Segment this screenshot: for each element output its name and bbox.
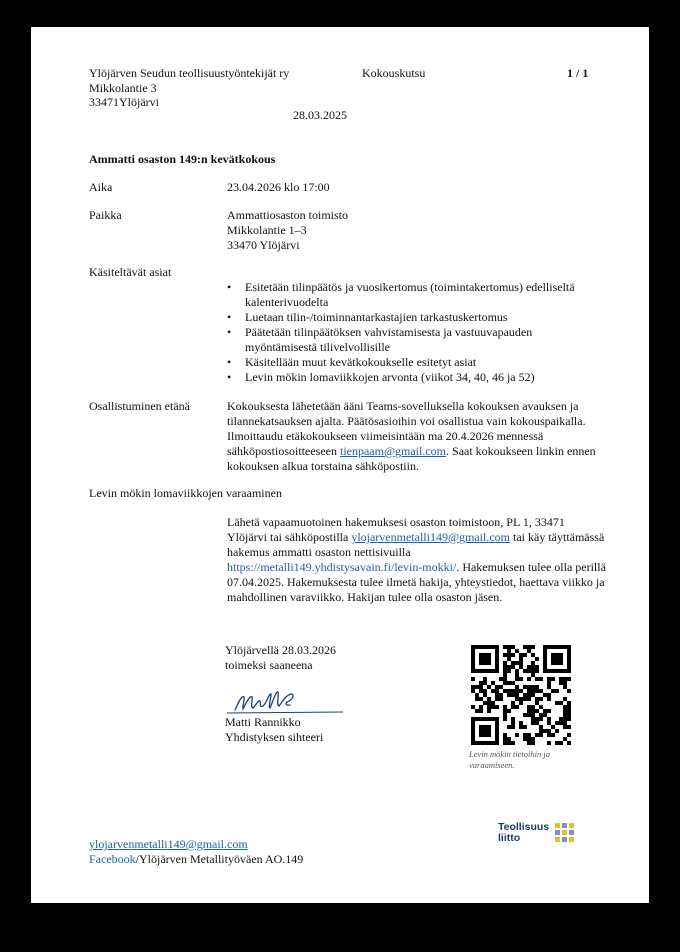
list-item: • Päätetään tilinpäätöksen vahvistamisesta ja vastuuvapauden myöntämisestä tilivelvollisille [227,325,607,355]
list-item: • Levin mökin lomaviikkojen arvonta (viikot 34, 40, 46 ja 52) [227,370,607,385]
header-date: 28.03.2025 [293,108,347,122]
footer-email [89,837,248,852]
facebook-page-name: /Ylöjärven Metallityöväen AO.149 [135,852,304,866]
list-item: • Luetaan tilin-/toiminnantarkastajien tarkastuskertomus [227,310,607,325]
document-page [31,27,649,903]
remote-line: Kokouksesta lähetetään ääni Teams-sovelluksella kokouksen avauksen ja [227,399,579,413]
meeting-title: Ammatti osaston 149:n kevätkokous [89,152,276,166]
list-item: • Käsitellään muut kevätkokoukselle esitetyt asiat [227,355,607,370]
qr-caption-line: varaamiseen. [469,760,515,770]
levi-line: hakemus ammatti osaston nettisivuilla [227,545,411,559]
remote-line: sähköpostiosoitteeseen tienpaam@gmail.com. Saat kokoukseen linkin ennen [227,444,596,458]
levi-line: Lähetä vapaamuotoinen hakemuksesi osaston toimistoon, PL 1, 33471 [227,515,565,529]
topics-list [227,280,607,385]
place-address [227,208,348,253]
remote-line: kokouksen alkua torstaina sähköpostiin. [227,459,419,473]
signer-title: Yhdistyksen sihteeri [225,730,324,744]
logo-grid-icon [555,823,575,843]
remote-text [227,399,596,474]
topics-label: Käsiteltävät asiat [89,265,172,279]
page-number: 1 / 1 [567,66,589,80]
list-item: • Esitetään tilinpäätös ja vuosikertomus (toimintakertomus) edelliseltä kalenterivuodelta [227,280,607,310]
time-label: Aika [89,180,113,194]
qr-code-image[interactable] [471,645,571,745]
levi-heading: Levin mökin lomaviikkojen varaaminen [89,486,282,500]
footer-email-link[interactable]: ylojarvenmetalli149@gmail.com [89,837,248,851]
remote-line: Ilmoittaudu etäkokoukseen viimeisintään ma 20.4.2026 mennessä [227,429,544,443]
levi-email-link[interactable]: ylojarvenmetalli149@gmail.com [351,530,510,544]
facebook-link[interactable]: Facebook [89,852,136,866]
levi-website-link[interactable]: https://metalli149.yhdistysavain.fi/levin-mokki/ [227,560,457,574]
logo-line: Teollisuus [498,821,550,833]
logo-text [498,822,549,844]
closing-note: toimeksi saaneena [225,658,313,672]
doc-type: Kokouskutsu [362,66,426,80]
remote-line: tilannekatsauksen ajalta. Päätösasioihin voi osallistua vain kokouspaikalla. [227,414,586,428]
place-label: Paikka [89,208,122,222]
levi-text [227,515,606,605]
levi-line: 07.04.2025. Hakemuksesta tulee ilmetä hakija, yhteystiedot, haettava viikko ja [227,575,605,589]
remote-label: Osallistuminen etänä [89,399,190,413]
remote-email-link[interactable]: tienpaam@gmail.com [339,444,447,458]
signer-name: Matti Rannikko [225,715,301,729]
qr-caption-line: Levin mökin tietoihin ja [469,749,550,759]
org-name: Ylöjärven Seudun teollisuustyöntekijät ry [89,66,290,80]
closing-place-date: Ylöjärvellä 28.03.2026 [225,643,336,657]
org-street: Mikkolantie 3 [89,81,157,95]
qr-caption [469,749,550,771]
place-line: Mikkolantie 1–3 [227,223,307,237]
levi-line: Ylöjärvi tai sähköpostilla ylojarvenmetalli149@gmail.com tai käy täyttämässä [227,530,605,544]
footer-facebook [89,852,303,867]
levi-line: https://metalli149.yhdistysavain.fi/levin-mokki/. Hakemuksen tulee olla perillä [227,560,606,574]
org-city: 33471Ylöjärvi [89,95,159,109]
teollisuusliitto-logo [498,822,578,848]
levi-line: mahdollinen varaviikko. Hakijan tulee olla osaston jäsen. [227,590,503,604]
place-line: Ammattiosaston toimisto [227,208,349,222]
time-value: 23.04.2026 klo 17:00 [227,180,330,194]
place-line: 33470 Ylöjärvi [227,238,300,252]
signature-image [223,685,345,719]
logo-line: liitto [498,832,521,844]
